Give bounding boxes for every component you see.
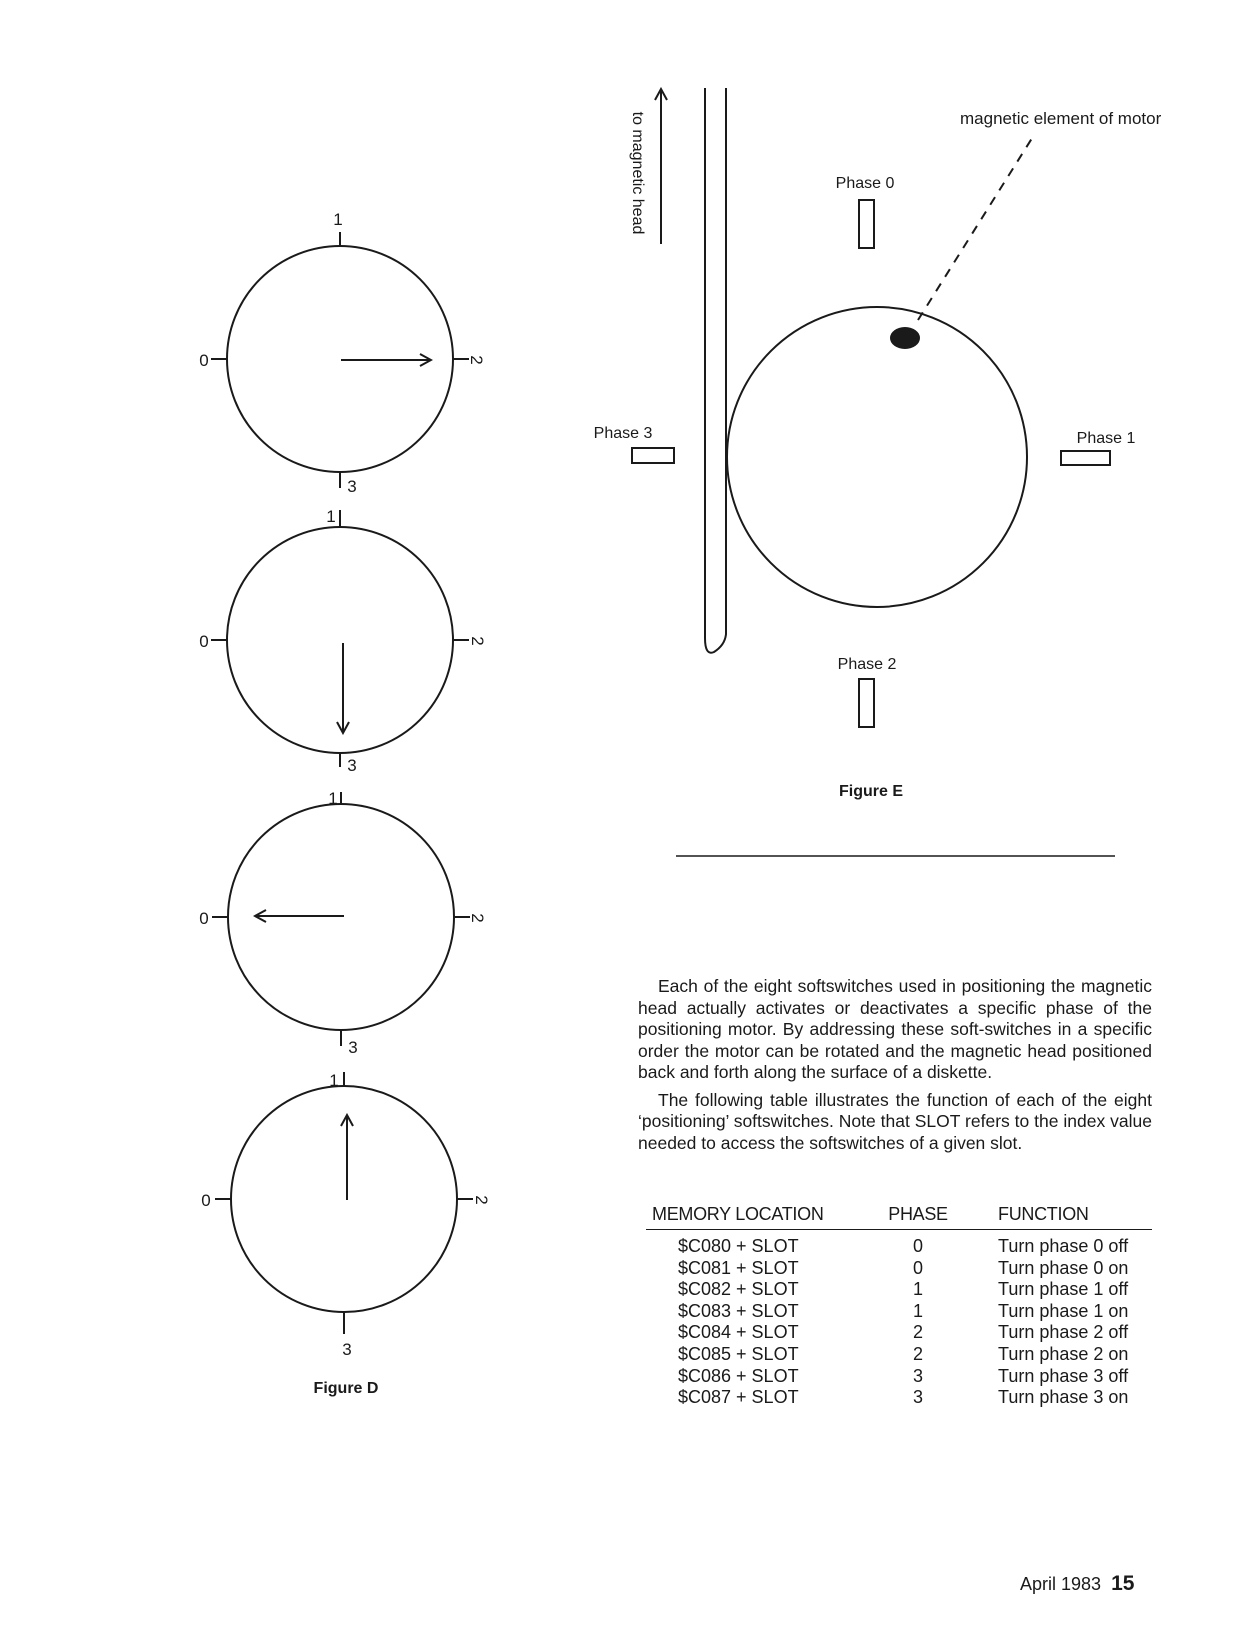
cell-phase: 3 [912,1365,923,1386]
dial-1 [211,232,469,488]
cell-phase: 1 [912,1279,923,1300]
dial-1-label-0: 0 [199,351,209,370]
element-label: magnetic element of motor [960,109,1162,128]
dial-2-label-0: 0 [199,632,209,651]
cell-memory: $C084 + SLOT [678,1322,799,1343]
cell-phase: 0 [912,1257,923,1278]
page-footer [1020,1572,1134,1596]
phase-0-label: Phase 0 [835,175,895,192]
cell-memory: $C087 + SLOT [678,1387,799,1408]
cell-memory: $C083 + SLOT [678,1300,799,1321]
dial-1-label-1: 1 [333,210,343,229]
dial-2-label-2: 2 [468,636,487,646]
figure-d [211,232,473,1334]
magnetic-element [890,327,920,349]
to-head-label: to magnetic head [629,111,646,235]
table-row [646,1230,1152,1258]
cell-function: Turn phase 2 on [998,1343,1129,1364]
dial-4-label-1: 1 [329,1071,339,1090]
cell-function: Turn phase 3 on [998,1387,1129,1408]
phase-2-label: Phase 2 [837,656,897,673]
header-memory-location: MEMORY LOCATION [646,1204,878,1230]
cell-phase: 3 [912,1387,923,1408]
element-leader-line [918,135,1034,320]
dial-2-label-1: 1 [326,507,336,526]
cell-phase: 0 [912,1236,923,1256]
phase-1-label: Phase 1 [1076,430,1136,447]
figure-e-caption: Figure E [838,783,904,800]
head-arm [705,88,726,653]
page-number: 15 [1111,1572,1135,1595]
dial-3-label-3: 3 [348,1038,358,1057]
table-row [646,1258,1152,1280]
dial-2 [211,510,469,767]
dial-4-label-0: 0 [201,1191,211,1210]
table-row [646,1301,1152,1323]
table-row [646,1387,1152,1409]
figure-d-caption: Figure D [313,1380,379,1397]
cell-memory: $C081 + SLOT [678,1257,799,1278]
phase-3-label: Phase 3 [593,425,653,442]
header-function: FUNCTION [958,1204,1152,1230]
dial-4-label-2: 2 [472,1195,491,1205]
dial-3 [212,792,470,1046]
softswitch-table [646,1204,1152,1409]
dial-3-label-0: 0 [199,909,209,928]
paragraph-1: Each of the eight softswitches used in positioning the magnetic head actually activates or deactivates a specific phase of the positioning motor. By addressing these soft-switches in a specific order the motor can be rotated and the magnetic head positioned back and forth along the surface of a diskette. [638,976,1152,1082]
table-row [646,1279,1152,1301]
cell-memory: $C080 + SLOT [678,1236,799,1256]
cell-function: Turn phase 1 off [998,1279,1129,1300]
footer-date: April 1983 [1020,1574,1102,1594]
cell-function: Turn phase 3 off [998,1365,1129,1386]
figure-e-labels [594,109,1162,673]
dial-3-label-2: 2 [468,913,487,923]
article-body [638,976,1152,1160]
dial-3-label-1: 1 [328,789,338,808]
cell-phase: 2 [912,1343,923,1364]
phase-1-coil [1061,451,1110,465]
cell-function: Turn phase 2 off [998,1322,1129,1343]
table-row [646,1366,1152,1388]
phase-3-coil [632,448,674,463]
table-row [646,1344,1152,1366]
cell-function: Turn phase 1 on [998,1300,1129,1321]
dial-4-label-3: 3 [342,1340,352,1359]
cell-phase: 1 [912,1300,923,1321]
motor-rotor [727,307,1027,607]
dial-1-label-3: 3 [347,477,357,496]
cell-function: Turn phase 0 off [998,1236,1129,1256]
cell-memory: $C085 + SLOT [678,1343,799,1364]
figure-d-labels [199,210,491,1359]
cell-memory: $C082 + SLOT [678,1279,799,1300]
paragraph-2: The following table illustrates the function of each of the eight ‘positioning’ softswitches. Note that SLOT refers to the index value needed to access the softswitches of a given slot. [638,1089,1152,1153]
cell-phase: 2 [912,1322,923,1343]
table-row [646,1322,1152,1344]
cell-function: Turn phase 0 on [998,1257,1129,1278]
phase-0-coil [859,200,874,248]
dial-1-label-2: 2 [467,355,486,365]
header-phase: PHASE [878,1204,958,1230]
cell-memory: $C086 + SLOT [678,1365,799,1386]
dial-4 [215,1072,473,1334]
dial-2-label-3: 3 [347,756,357,775]
table-header-row [646,1204,1152,1230]
phase-2-coil [859,679,874,727]
